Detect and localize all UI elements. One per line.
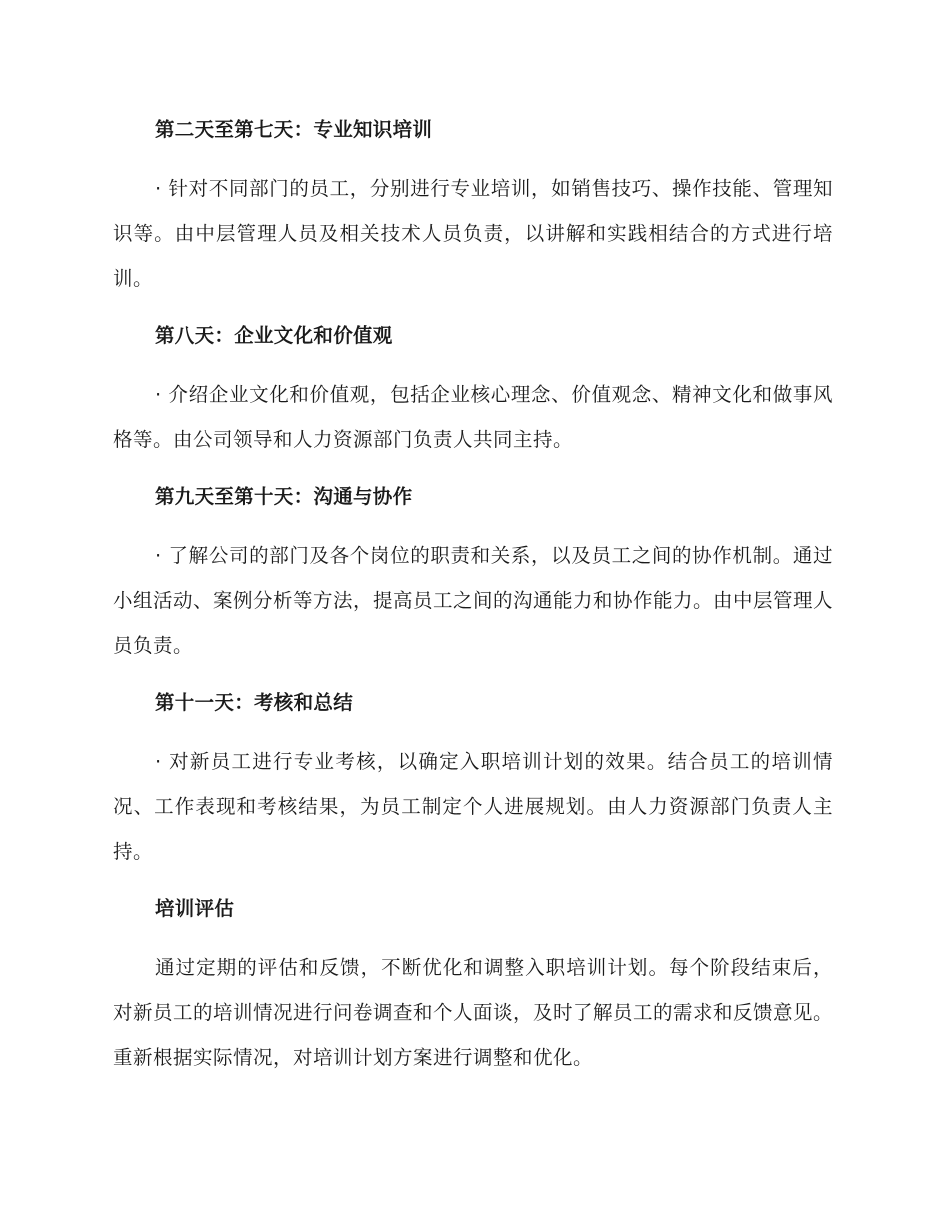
section-body: · 对新员工进行专业考核，以确定入职培训计划的效果。结合员工的培训情况、工作表现和考核结果，为员工制定个人进展规划。由人力资源部门负责人主持。 xyxy=(113,750,833,863)
section-day9-10 xyxy=(113,475,833,668)
section-body: · 了解公司的部门及各个岗位的职责和关系，以及员工之间的协作机制。通过小组活动、案例分析等方法，提高员工之间的沟通能力和协作能力。由中层管理人员负责。 xyxy=(113,544,834,657)
section-heading: 第十一天：考核和总结 xyxy=(155,691,354,714)
section-heading: 第二天至第七天：专业知识培训 xyxy=(155,118,433,141)
section-day8 xyxy=(113,314,833,462)
section-body: 通过定期的评估和反馈，不断优化和调整入职培训计划。每个阶段结束后，对新员工的培训情况进行问卷调查和个人面谈，及时了解员工的需求和反馈意见。重新根据实际情况，对培训计划方案进行调整和优化。 xyxy=(113,956,834,1069)
section-evaluation xyxy=(113,887,833,1080)
section-body: · 针对不同部门的员工，分别进行专业培训，如销售技巧、操作技能、管理知识等。由中层管理人员及相关技术人员负责，以讲解和实践相结合的方式进行培训。 xyxy=(113,177,833,290)
section-day2-7 xyxy=(113,108,833,301)
section-heading: 第八天：企业文化和价值观 xyxy=(155,324,393,347)
section-heading: 培训评估 xyxy=(155,897,235,920)
document-page xyxy=(113,108,833,1080)
section-heading: 第九天至第十天：沟通与协作 xyxy=(155,485,413,508)
section-body: · 介绍企业文化和价值观，包括企业核心理念、价值观念、精神文化和做事风格等。由公司领导和人力资源部门负责人共同主持。 xyxy=(113,383,833,451)
section-day11 xyxy=(113,681,833,874)
